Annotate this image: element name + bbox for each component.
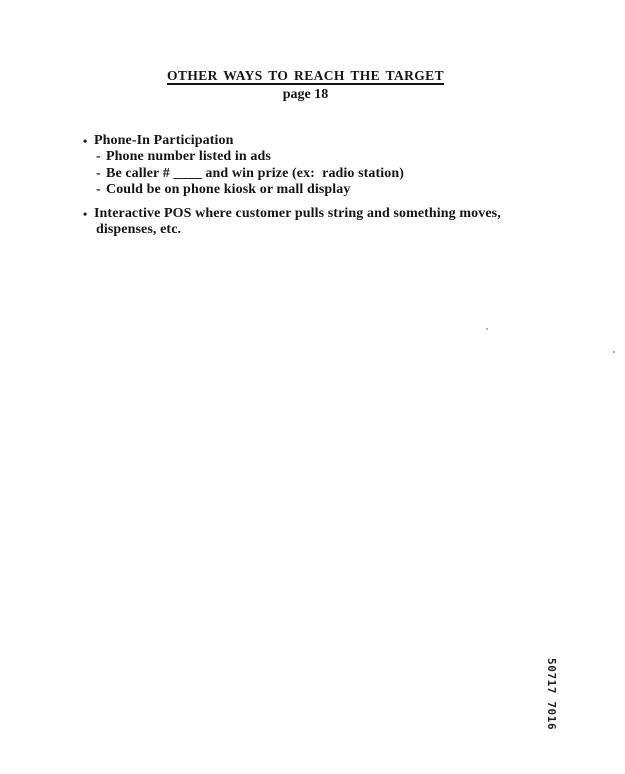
page-number: page 18 xyxy=(282,87,329,102)
bullet-list xyxy=(83,133,501,239)
sub-list-item xyxy=(96,149,501,165)
list-item xyxy=(83,133,501,198)
scan-speck xyxy=(486,328,488,330)
bullet-label-continuation: dispenses, etc. xyxy=(96,222,182,238)
sub-item-label: Phone number listed in ads xyxy=(106,149,271,165)
bullet-label: Interactive POS where customer pulls string and something moves, xyxy=(94,206,501,222)
scan-speck xyxy=(613,351,615,353)
page-title: OTHER WAYS TO REACH THE TARGET xyxy=(167,68,444,83)
dash-icon: - xyxy=(96,181,101,197)
sub-list-item xyxy=(96,166,501,182)
bullet-icon: • xyxy=(83,207,88,222)
document-id-stamp: 50717 7016 xyxy=(545,658,558,731)
dash-icon: - xyxy=(96,149,101,165)
list-item xyxy=(83,206,501,239)
bullet-icon: • xyxy=(83,134,88,148)
sub-item-label: Be caller # ____ and win prize (ex: radio station) xyxy=(106,165,405,181)
dash-icon: - xyxy=(96,165,101,181)
bullet-label: Phone-In Participation xyxy=(94,133,234,148)
document-header xyxy=(0,68,611,103)
bullet-line xyxy=(83,206,501,222)
sub-item-label: Could be on phone kiosk or mall display xyxy=(106,181,351,197)
bullet-line xyxy=(83,133,501,149)
sub-list-item xyxy=(96,182,501,198)
